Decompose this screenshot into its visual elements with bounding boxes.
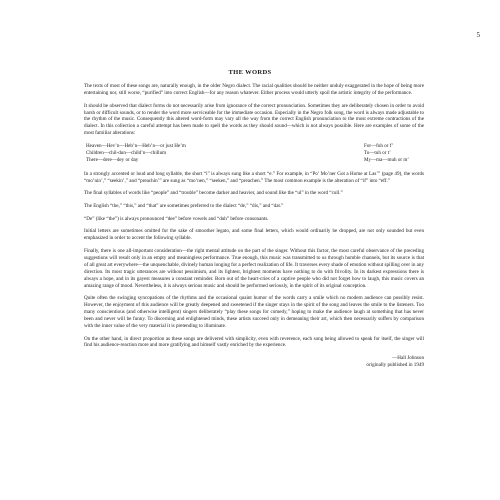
paragraph: It should be observed that dialect forms do not necessarily arise from ignorance of the correct pronunciation. Sometimes they are deliberately chosen in order to avoid harsh or difficult sounds, or to render the word more serviceable for the immediate occasion. Especially in the Negro folk song, the word is always made adjustable to the rhythm of the music. Consequently this altered word-form may vary all the way from the correct English pronunciation to the most extreme contractions of the dialect. In this collection a careful attempt has been made to spell the words as they should sound—which is not always possible. Here are examples of some of the most familiar alterations: bbox=[84, 102, 424, 137]
paragraph: The English “the,” “this,” and “that” are sometimes preferred to the dialect “de,” “dis,” and “dat.” bbox=[84, 202, 284, 209]
alteration-line: Children—chil-dun—child’n—chillum bbox=[86, 149, 167, 156]
alteration-line: There—dere—dey or day bbox=[86, 156, 139, 163]
alterations-right-column bbox=[364, 143, 424, 164]
alteration-line: For—fuh or f’ bbox=[364, 142, 394, 149]
signature bbox=[84, 355, 424, 369]
page-title: THE WORDS bbox=[228, 69, 272, 76]
alteration-line: To—tuh or t’ bbox=[364, 149, 391, 156]
page-number: 5 bbox=[476, 31, 480, 39]
paragraph: “De” (like “the”) is always pronounced “dee” before vowels and “duh” before consonants. bbox=[84, 215, 269, 222]
paragraph: Initial letters are sometimes omitted for the sake of smoother legato, and some final letters, which would ordinarily be dropped, are not only sounded but even emphasized in order to accent the following syllable. bbox=[84, 228, 424, 242]
signature-name: —Hall Johnson bbox=[392, 355, 424, 362]
paragraph: The final syllables of words like “people” and “trouble” become darker and heavier, and sound like the “ul” in the word “cull.” bbox=[84, 190, 343, 197]
paragraph: The texts of most of these songs are, naturally enough, in the older Negro dialect. The racial qualities should be neither unduly exaggerated in the hope of being more entertaining nor, still worse, “purified” into correct English—for any reason whatever. Either process would utterly spoil the artistic integrity of the performance. bbox=[84, 83, 424, 96]
signature-note: originally published in 1949 bbox=[366, 362, 424, 369]
alterations-left-column bbox=[84, 143, 186, 164]
body-text bbox=[84, 83, 424, 369]
alteration-line: Heaven—Hev’n—Heb’n—Heb’n—or just He’m bbox=[86, 142, 186, 149]
paragraph: Quite often the swinging syncopations of the rhythms and the occasional quaint humor of the words carry a smile which no modern audience can possibly resist. However, the enjoyment of this audience will be greatly deepened and sweetened if the singer stays in the spirit of the song and leaves the smile to the listeners. Too many conscientious (and otherwise intelligent) singers deliberately “play these songs for comedy,” hoping to make the audience laugh at something that has never been and never will be funny. To discerning and enlightened minds, these artists succeed only in demeaning their art, which then necessarily suffers by comparison with the inner value of the very material it is pretending to illuminate. bbox=[84, 295, 424, 329]
paragraph: In a strongly accented or loud and long syllable, the short “i” is always sung like a short “e.” For example, in “Po’ Mo’ner Got a Home at Las’” (page 49), the words “mo’nin’,” “seekin’,” and “preachin’” are sung as “mo’nen,” “seeken,” and “preachen.” The most common example is the alteration of “if” into “eff.” bbox=[84, 170, 424, 184]
paragraph: On the other hand, in direct proportion as these songs are delivered with simplicity, even with reverence, each song being allowed to speak for itself, the singer will find his audience-reaction more and more gratifying and himself vastly enriched by the experience. bbox=[84, 335, 424, 349]
alterations-list bbox=[84, 143, 424, 164]
paragraph: Finally, there is one all-important consideration—the right mental attitude on the part of the singer. Without this factor, the most careful observance of the preceding suggestions will result only in an empty and meaningless performance. True enough, this music was transmitted to us through humble channels, but its source is that of all great art everywhere—the unquenchable, divinely human longing for a perfect realization of life. It traverses every shade of emotion without spilling over in any direction. Its most tragic utterances are without pessimism, and its lightest, brightest moments have nothing to do with frivolity. In its darkest expressions there is always a hope, and in its gayest measures a constant reminder. Born out of the heart-cries of a captive people who did not forget how to laugh, this music covers an amazing range of mood. Nevertheless, it is always serious music and should be performed seriously, in the spirit of its original conception. bbox=[84, 247, 424, 289]
alteration-line: My—ma—muh or m’ bbox=[364, 156, 409, 163]
